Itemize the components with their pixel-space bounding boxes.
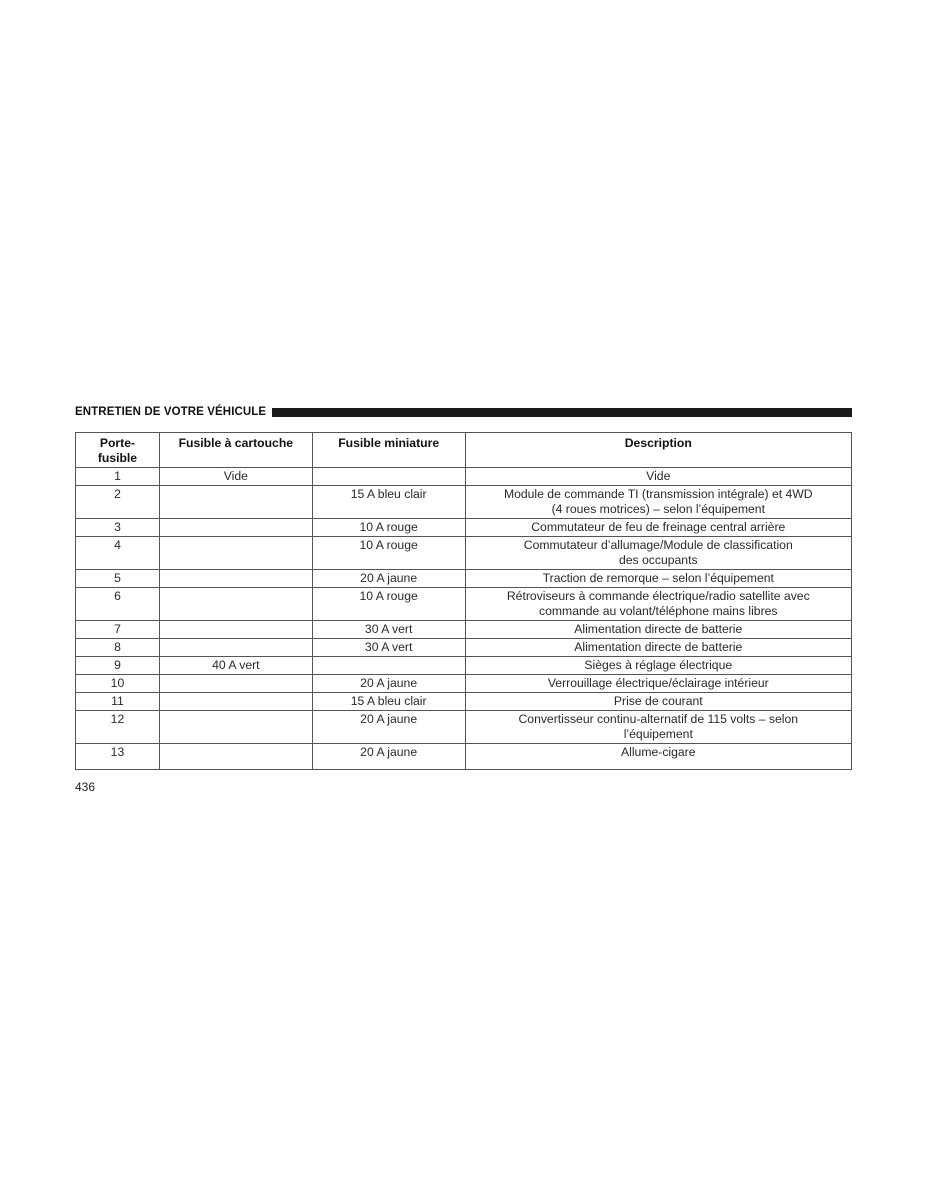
- table-row: [76, 744, 852, 770]
- cell-mini-fuse: 20 A jaune: [312, 744, 465, 770]
- table-row: [76, 588, 852, 621]
- cell-mini-fuse: 20 A jaune: [312, 570, 465, 588]
- cell-fuse-holder: 9: [76, 657, 160, 675]
- cell-description: Traction de remorque – selon l’équipement: [465, 570, 851, 588]
- table-row: [76, 486, 852, 519]
- cell-mini-fuse: 30 A vert: [312, 639, 465, 657]
- cell-cartridge-fuse: [159, 486, 312, 519]
- header-mini-fuse: Fusible miniature: [312, 433, 465, 468]
- cell-mini-fuse: 10 A rouge: [312, 537, 465, 570]
- cell-fuse-holder: 10: [76, 675, 160, 693]
- cell-cartridge-fuse: [159, 537, 312, 570]
- table-row: [76, 519, 852, 537]
- cell-description: Convertisseur continu-alternatif de 115 volts – selon l’équipement: [465, 711, 851, 744]
- section-header: [75, 405, 852, 419]
- section-title: ENTRETIEN DE VOTRE VÉHICULE: [75, 406, 267, 418]
- table-row: [76, 468, 852, 486]
- cell-fuse-holder: 8: [76, 639, 160, 657]
- cell-mini-fuse: 10 A rouge: [312, 519, 465, 537]
- cell-cartridge-fuse: [159, 693, 312, 711]
- cell-mini-fuse: 20 A jaune: [312, 711, 465, 744]
- cell-description: Module de commande TI (transmission intégrale) et 4WD (4 roues motrices) – selon l’équipement: [465, 486, 851, 519]
- cell-mini-fuse: [312, 468, 465, 486]
- cell-cartridge-fuse: [159, 621, 312, 639]
- cell-mini-fuse: [312, 657, 465, 675]
- cell-cartridge-fuse: 40 A vert: [159, 657, 312, 675]
- table-row: [76, 621, 852, 639]
- cell-description: Sièges à réglage électrique: [465, 657, 851, 675]
- page-number: 436: [75, 780, 96, 794]
- cell-description: Alimentation directe de batterie: [465, 639, 851, 657]
- table-row: [76, 693, 852, 711]
- cell-fuse-holder: 12: [76, 711, 160, 744]
- table-row: [76, 675, 852, 693]
- cell-description: Rétroviseurs à commande électrique/radio satellite avec commande au volant/téléphone mains libres: [465, 588, 851, 621]
- table-row: [76, 570, 852, 588]
- table-row: [76, 537, 852, 570]
- table-header-row: [76, 433, 852, 468]
- cell-cartridge-fuse: [159, 711, 312, 744]
- cell-cartridge-fuse: [159, 675, 312, 693]
- cell-fuse-holder: 13: [76, 744, 160, 770]
- cell-cartridge-fuse: [159, 744, 312, 770]
- table-row: [76, 657, 852, 675]
- cell-description: Verrouillage électrique/éclairage intérieur: [465, 675, 851, 693]
- cell-fuse-holder: 4: [76, 537, 160, 570]
- header-description: Description: [465, 433, 851, 468]
- cell-description: Prise de courant: [465, 693, 851, 711]
- cell-description: Commutateur d’allumage/Module de classification des occupants: [465, 537, 851, 570]
- cell-fuse-holder: 3: [76, 519, 160, 537]
- cell-mini-fuse: 20 A jaune: [312, 675, 465, 693]
- cell-cartridge-fuse: [159, 570, 312, 588]
- cell-fuse-holder: 6: [76, 588, 160, 621]
- cell-description: Vide: [465, 468, 851, 486]
- cell-cartridge-fuse: [159, 519, 312, 537]
- cell-description: Commutateur de feu de freinage central arrière: [465, 519, 851, 537]
- cell-cartridge-fuse: [159, 588, 312, 621]
- header-cartridge-fuse: Fusible à cartouche: [159, 433, 312, 468]
- table-body: [76, 468, 852, 770]
- section-rule: [272, 408, 852, 417]
- table-row: [76, 711, 852, 744]
- header-fuse-holder: Porte- fusible: [76, 433, 160, 468]
- cell-mini-fuse: 15 A bleu clair: [312, 486, 465, 519]
- cell-fuse-holder: 2: [76, 486, 160, 519]
- cell-description: Alimentation directe de batterie: [465, 621, 851, 639]
- fuse-table: [75, 432, 852, 770]
- cell-fuse-holder: 11: [76, 693, 160, 711]
- cell-fuse-holder: 5: [76, 570, 160, 588]
- cell-fuse-holder: 1: [76, 468, 160, 486]
- cell-fuse-holder: 7: [76, 621, 160, 639]
- cell-mini-fuse: 10 A rouge: [312, 588, 465, 621]
- cell-cartridge-fuse: Vide: [159, 468, 312, 486]
- cell-cartridge-fuse: [159, 639, 312, 657]
- cell-description: Allume-cigare: [465, 744, 851, 770]
- cell-mini-fuse: 30 A vert: [312, 621, 465, 639]
- cell-mini-fuse: 15 A bleu clair: [312, 693, 465, 711]
- table-row: [76, 639, 852, 657]
